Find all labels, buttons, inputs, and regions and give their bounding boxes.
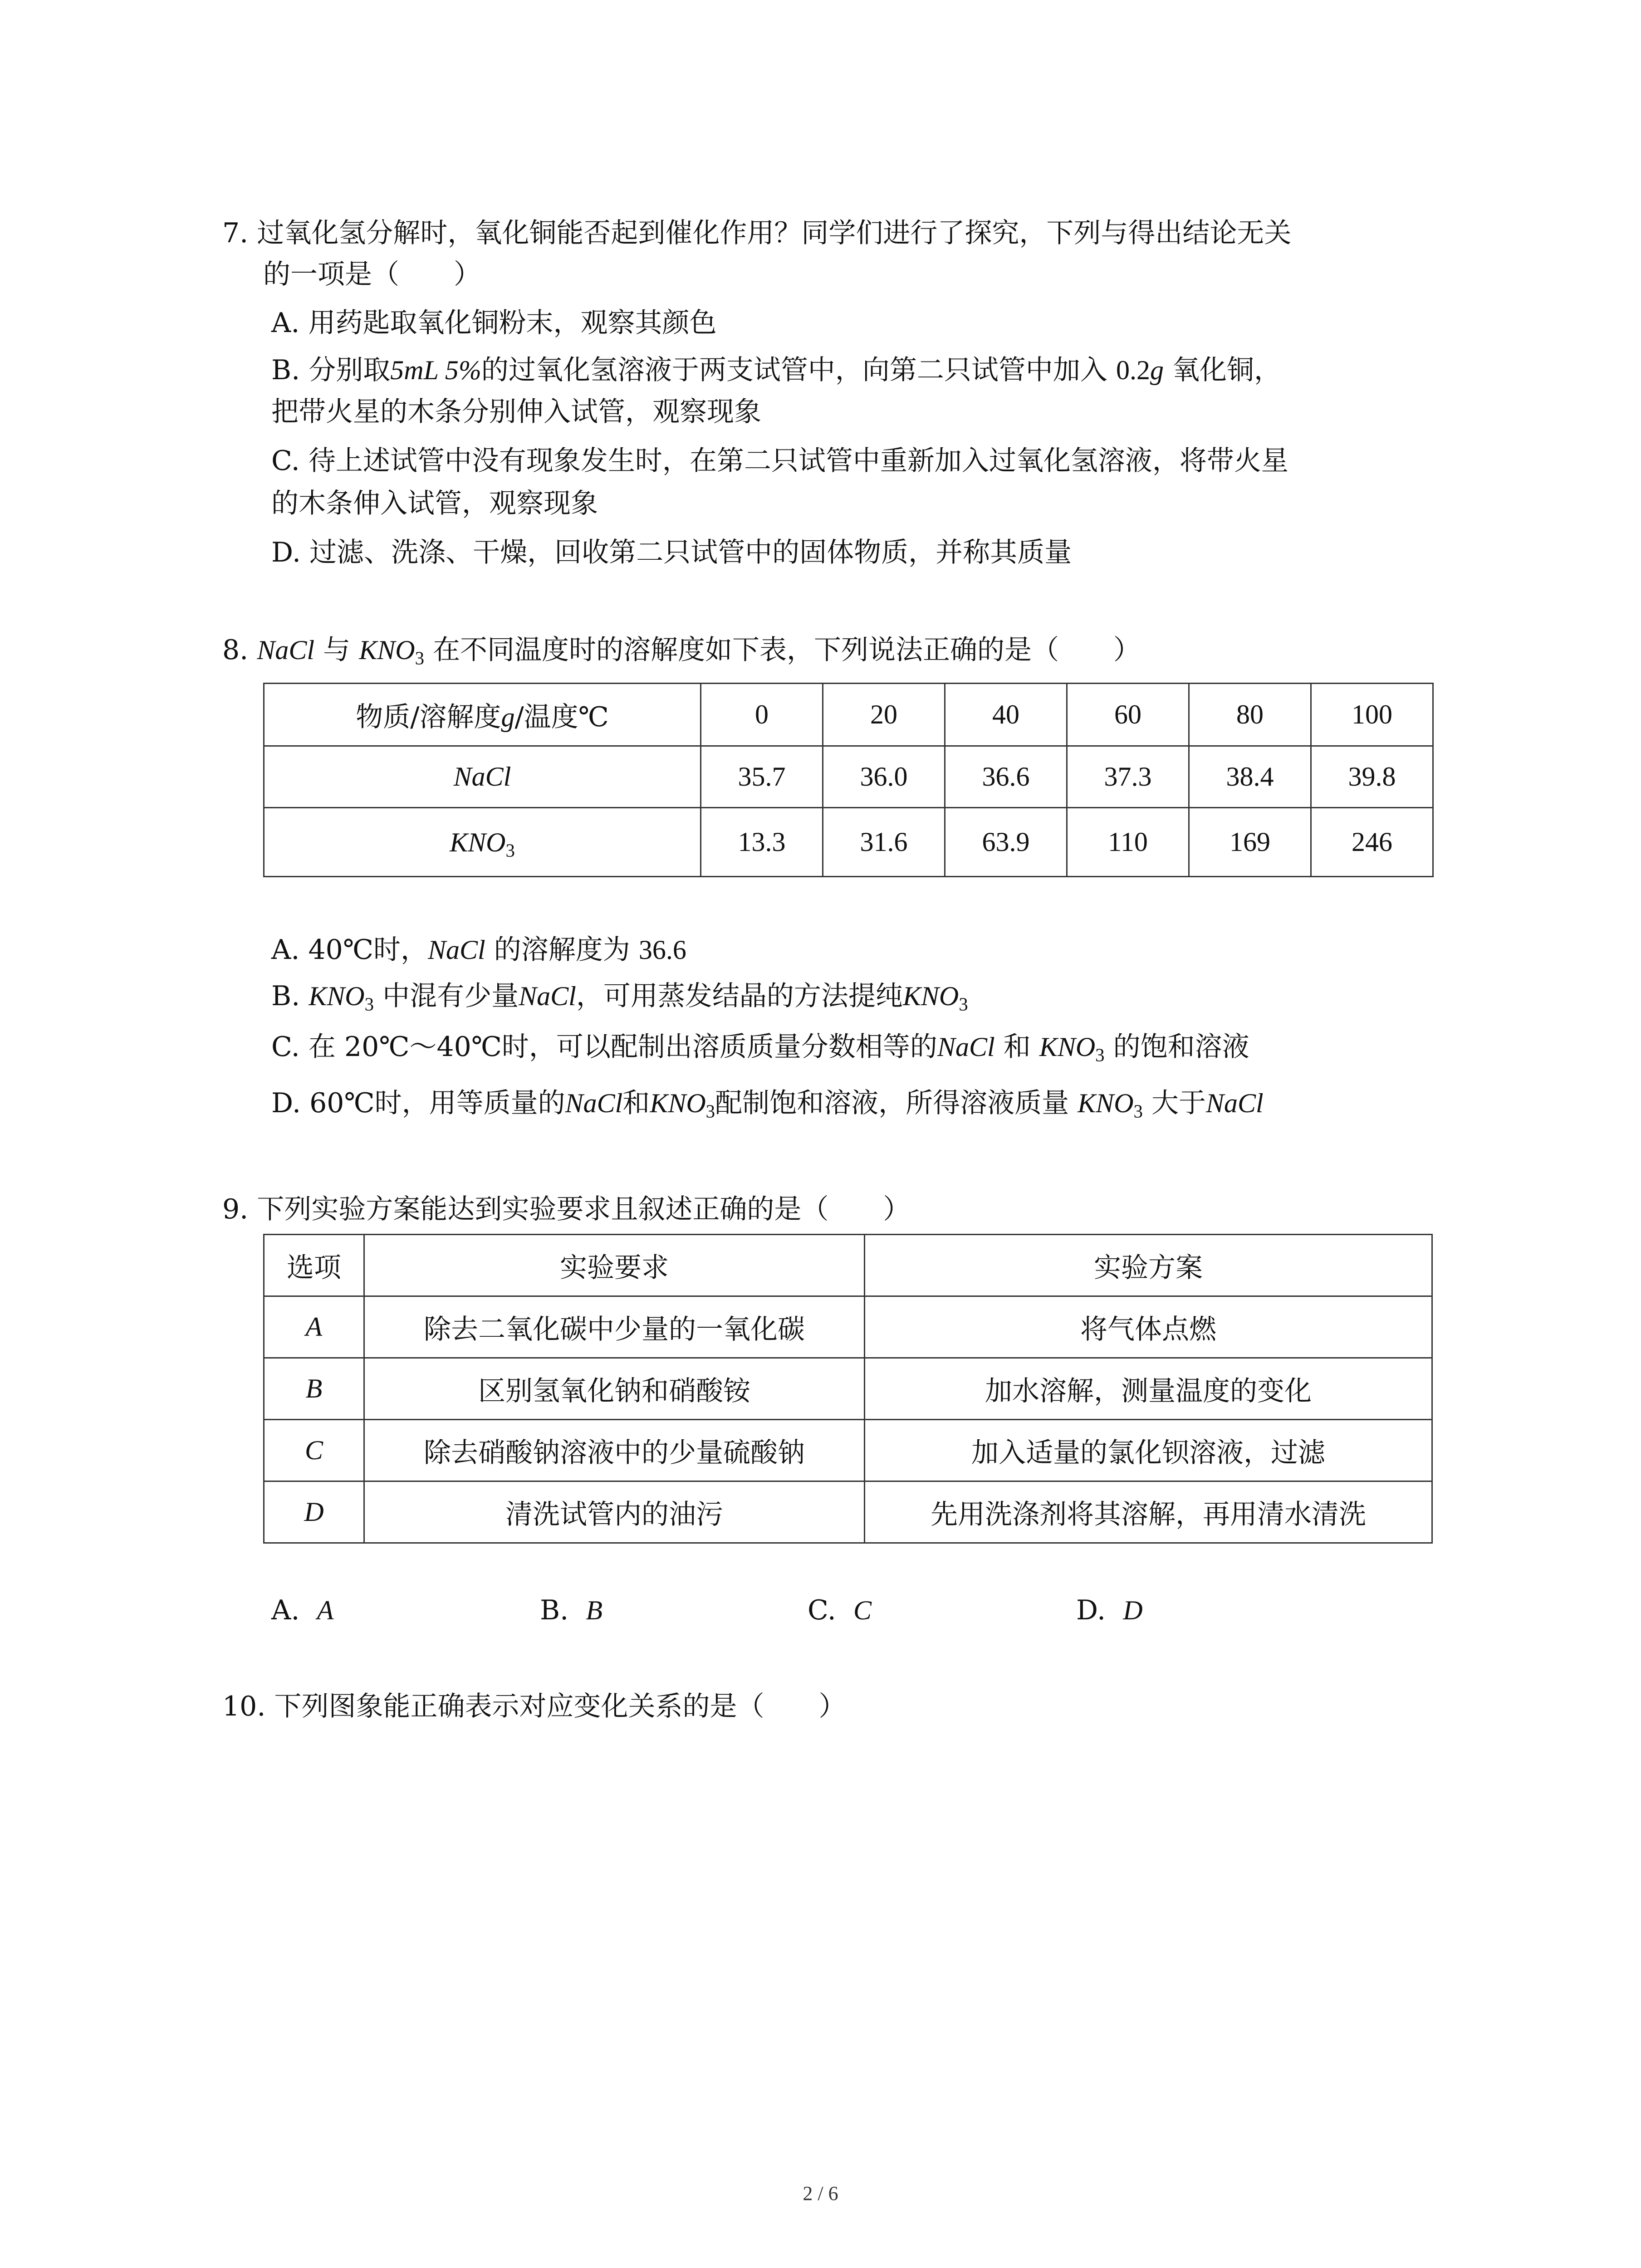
table-cell: 13.3 <box>701 808 823 877</box>
table-cell: 38.4 <box>1189 746 1311 808</box>
header-cell-temp: 0 <box>701 684 823 746</box>
row-plan: 先用洗涤剂将其溶解，再用清水清洗 <box>865 1481 1432 1543</box>
table-row <box>264 1296 1432 1358</box>
solubility-table <box>263 683 1434 877</box>
row-requirement: 除去硝酸钠溶液中的少量硫酸钠 <box>364 1420 865 1481</box>
table-row-nacl <box>264 746 1433 808</box>
table-row <box>264 1358 1432 1420</box>
table-cell: 169 <box>1189 808 1311 877</box>
q7-option-a: A. 用药匙取氧化铜粉末，观察其颜色 <box>271 307 717 339</box>
table-cell: 63.9 <box>945 808 1067 877</box>
header-cell-temp: 60 <box>1067 684 1189 746</box>
q8-option-a: A. 40℃时，NaCl 的溶解度为 36.6 <box>271 934 686 966</box>
table-cell: 246 <box>1311 808 1433 877</box>
q7-option-c: C. 待上述试管中没有现象发生时，在第二只试管中重新加入过氧化氢溶液，将带火星 <box>271 445 1288 477</box>
q9-choice-b: B. B <box>540 1594 603 1626</box>
q9-choice-c: C. C <box>808 1594 872 1626</box>
q8-option-d: D. 60℃时，用等质量的NaCl和$KNO_3$配制饱和溶液，所得溶液质量 $KNO_3$ 大于NaCl <box>271 1087 1264 1122</box>
header-cell-plan: 实验方案 <box>865 1235 1432 1296</box>
q7-stem-line2: 的一项是（ ） <box>263 259 481 290</box>
table-cell: 36.0 <box>823 746 945 808</box>
q7-option-d: D. 过滤、洗涤、干燥，回收第二只试管中的固体物质，并称其质量 <box>271 537 1072 568</box>
q7-option-c-line2: 的木条伸入试管，观察现象 <box>271 488 598 519</box>
row-plan: 加水溶解，测量温度的变化 <box>865 1358 1432 1420</box>
page-number: 2 / 6 <box>803 2182 838 2204</box>
q7-stem-line1: 7. 过氧化氢分解时，氧化铜能否起到催化作用？同学们进行了探究，下列与得出结论无关 <box>222 217 1292 249</box>
q10-stem: 10. 下列图象能正确表示对应变化关系的是（ ） <box>222 1691 846 1722</box>
row-requirement: 清洗试管内的油污 <box>364 1481 865 1543</box>
header-cell-temp: 20 <box>823 684 945 746</box>
row-requirement: 区别氢氧化钠和硝酸铵 <box>364 1358 865 1420</box>
q8-stem: 8. NaCl 与 $KNO_3$ 在不同温度时的溶解度如下表，下列说法正确的是（ ） <box>222 634 1141 669</box>
row-label-kno3: $KNO_3$ <box>264 808 701 877</box>
table-cell: 37.3 <box>1067 746 1189 808</box>
table-header-row <box>264 684 1433 746</box>
header-cell-temp: 80 <box>1189 684 1311 746</box>
table-row-kno3 <box>264 808 1433 877</box>
table-cell: 31.6 <box>823 808 945 877</box>
q8-option-c: C. 在 20℃～40℃时，可以配制出溶质质量分数相等的NaCl 和 $KNO_3$ 的饱和溶液 <box>271 1031 1249 1066</box>
table-cell: 39.8 <box>1311 746 1433 808</box>
row-plan: 将气体点燃 <box>865 1296 1432 1358</box>
table-header-row <box>264 1235 1432 1296</box>
row-requirement: 除去二氧化碳中少量的一氧化碳 <box>364 1296 865 1358</box>
q9-stem: 9. 下列实验方案能达到实验要求且叙述正确的是（ ） <box>222 1193 911 1225</box>
table-cell: 110 <box>1067 808 1189 877</box>
table-cell: 35.7 <box>701 746 823 808</box>
row-option: D <box>264 1481 364 1543</box>
q7-option-b: B. 分别取5mL 5%的过氧化氢溶液于两支试管中，向第二只试管中加入 0.2g 氧化铜， <box>271 354 1282 386</box>
q7-option-b-line2: 把带火星的木条分别伸入试管，观察现象 <box>271 396 761 428</box>
table-row <box>264 1420 1432 1481</box>
table-row <box>264 1481 1432 1543</box>
header-cell-temp: 100 <box>1311 684 1433 746</box>
row-option: A <box>264 1296 364 1358</box>
header-cell-requirement: 实验要求 <box>364 1235 865 1296</box>
table-cell: 36.6 <box>945 746 1067 808</box>
header-cell-option: 选项 <box>264 1235 364 1296</box>
row-option: C <box>264 1420 364 1481</box>
row-label-nacl: NaCl <box>264 746 701 808</box>
q8-option-b: B. $KNO_3$ 中混有少量NaCl，可用蒸发结晶的方法提纯$KNO_3$ <box>271 980 968 1015</box>
row-option: B <box>264 1358 364 1420</box>
q9-choice-d: D. D <box>1076 1594 1143 1626</box>
header-cell-temp: 40 <box>945 684 1067 746</box>
q9-choice-a: A. A <box>271 1594 334 1626</box>
header-cell-substance: 物质/溶解度g/温度℃ <box>264 684 701 746</box>
experiment-table <box>263 1234 1433 1544</box>
row-plan: 加入适量的氯化钡溶液，过滤 <box>865 1420 1432 1481</box>
